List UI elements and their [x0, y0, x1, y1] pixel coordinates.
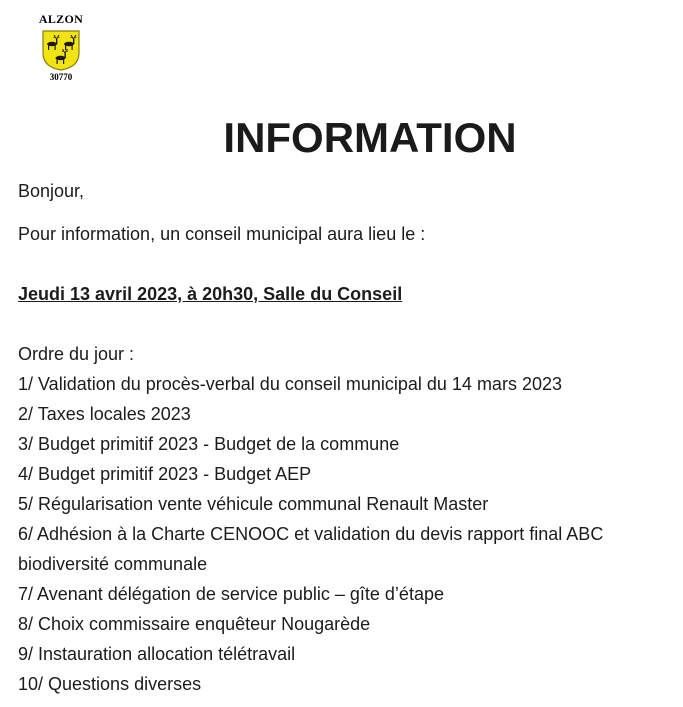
agenda-item: 1/ Validation du procès-verbal du conseil municipal du 14 mars 2023 — [18, 374, 562, 394]
intro-text: Pour information, un conseil municipal aura lieu le : — [18, 224, 426, 244]
greeting: Bonjour, — [18, 181, 85, 201]
logo-postal-code: 30770 — [49, 72, 73, 82]
logo-town-name: ALZON — [38, 12, 84, 26]
agenda-item: 7/ Avenant délégation de service public – gîte d’étape — [18, 584, 444, 604]
page-title: INFORMATION — [223, 114, 517, 161]
agenda-item: 9/ Instauration allocation télétravail — [18, 644, 296, 664]
agenda-item: 10/ Questions diverses — [18, 674, 202, 694]
agenda-item: 5/ Régularisation vente véhicule communal Renault Master — [18, 494, 489, 514]
agenda-heading: Ordre du jour : — [18, 344, 135, 364]
agenda-item: 3/ Budget primitif 2023 - Budget de la commune — [18, 434, 400, 454]
town-logo — [30, 10, 92, 90]
agenda-item: 4/ Budget primitif 2023 - Budget AEP — [18, 464, 312, 484]
agenda-item-continuation: biodiversité communale — [18, 554, 208, 574]
agenda-item: 2/ Taxes locales 2023 — [18, 404, 191, 424]
agenda-item: 8/ Choix commissaire enquêteur Nougarède — [18, 614, 371, 634]
coat-of-arms-icon — [41, 29, 81, 71]
meeting-details: Jeudi 13 avril 2023, à 20h30, Salle du Conseil — [18, 284, 403, 304]
agenda-item: 6/ Adhésion à la Charte CENOOC et validation du devis rapport final ABC — [18, 524, 604, 544]
